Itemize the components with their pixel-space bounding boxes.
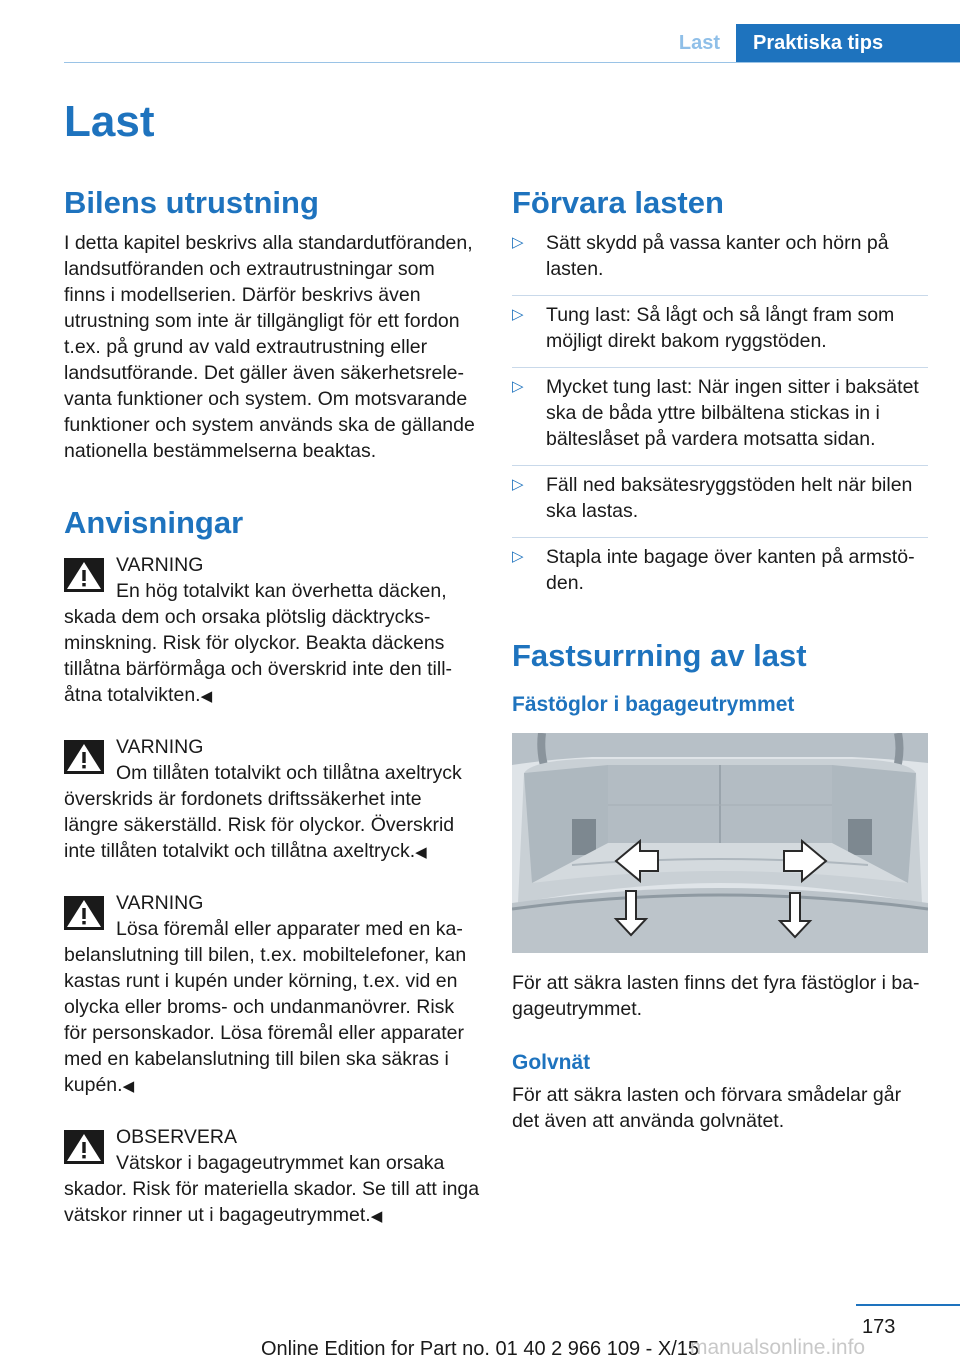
warning-block xyxy=(64,890,480,1100)
list-item-text: Fäll ned baksätesryggstöden helt när bilen ska lastas. xyxy=(546,474,913,522)
subsection-title-lashing-eyes: Fästöglor i bagageutrymmet xyxy=(512,693,795,716)
list-item-text: Stapla inte bagage över kanten på armstöden. xyxy=(546,546,915,594)
page-number-rule xyxy=(856,1304,960,1306)
end-mark-icon: ◀ xyxy=(200,688,213,705)
list-item xyxy=(512,230,928,296)
warning-triangle-icon xyxy=(64,558,104,592)
warning-text xyxy=(64,578,480,710)
tips-list xyxy=(512,230,928,609)
warning-text xyxy=(64,916,480,1100)
bullet-triangle-icon: ▷ xyxy=(512,378,524,395)
end-mark-icon: ◀ xyxy=(415,844,427,861)
warning-text-content: Lösa föremål eller apparater med en kabelanslutning till bilen, t.ex. mobiltelefoner, kan kastas runt i kupén under körning, t.ex. vid en olycka eller broms- och undanmanövrer. Risk för personskador. Lösa föremål eller apparater med en kabelanslutning till bilen ska säkras i kupén. xyxy=(64,918,467,1096)
list-item xyxy=(512,302,928,368)
warning-triangle-icon xyxy=(64,896,104,930)
section-title-securing-load: Fastsurrning av last xyxy=(512,638,807,673)
notice-text-content: Vätskor i bagageutrymmet kan orsaka skador. Risk för materiella skador. Se till att inga vätskor rinner ut i bagageutrymmet. xyxy=(64,1152,480,1226)
page-title: Last xyxy=(64,97,155,146)
list-item-text: Sätt skydd på vassa kanter och hörn på lasten. xyxy=(546,232,889,280)
lashing-eyes-paragraph: För att säkra lasten finns det fyra fästöglor i bagageutrymmet. xyxy=(512,972,920,1020)
notice-heading: OBSERVERA xyxy=(116,1126,238,1148)
end-mark-icon: ◀ xyxy=(370,1208,383,1225)
warning-block xyxy=(64,734,480,866)
list-item-text: Mycket tung last: När ingen sitter i baksätet ska de båda yttre bilbältena stickas in i bälteslåset på vardera motsatta sidan. xyxy=(546,376,919,450)
section-title-storing-load: Förvara lasten xyxy=(512,185,724,220)
trunk-lashing-eyes-image xyxy=(512,733,928,953)
header-rule xyxy=(64,62,960,63)
header-tab-last[interactable]: Last xyxy=(678,32,720,54)
warning-text-content: En hög totalvikt kan överhetta däcken, skada dem och orsaka plötslig däcktrycksminskning. Risk för olyckor. Beakta däckens tillåtna bärförmåga och överskrid inte den tillåtna totalvikten. xyxy=(64,580,453,706)
warning-text-content: Om tillåten totalvikt och tillåtna axeltryck överskrids är fordonets driftssäkerhet inte längre säkerställd. Risk för olyckor. Överskrid inte tillåten totalvikt och tillåtna axeltryck. xyxy=(64,762,462,862)
subsection-title-floor-net: Golvnät xyxy=(512,1051,591,1074)
warning-text xyxy=(64,760,480,866)
list-item-text: Tung last: Så lågt och så långt fram som möjligt direkt bakom ryggstöden. xyxy=(546,304,895,352)
list-item xyxy=(512,472,928,538)
list-item xyxy=(512,374,928,466)
warning-block xyxy=(64,552,480,710)
bullet-triangle-icon: ▷ xyxy=(512,234,524,251)
warning-triangle-icon xyxy=(64,740,104,774)
notice-text xyxy=(64,1150,480,1230)
list-item xyxy=(512,544,928,609)
left-column xyxy=(64,184,480,1230)
right-column xyxy=(512,184,928,1134)
warning-triangle-icon xyxy=(64,1130,104,1164)
warning-heading: VARNING xyxy=(116,554,204,576)
watermark: manualsonline.info xyxy=(690,1336,866,1359)
bullet-triangle-icon: ▷ xyxy=(512,548,524,565)
notice-block xyxy=(64,1124,480,1230)
page-number: 173 xyxy=(862,1316,896,1338)
bullet-triangle-icon: ▷ xyxy=(512,476,524,493)
warning-heading: VARNING xyxy=(116,736,204,758)
bullet-triangle-icon: ▷ xyxy=(512,306,524,323)
end-mark-icon: ◀ xyxy=(122,1078,135,1095)
section-title-instructions: Anvisningar xyxy=(64,505,244,540)
equipment-paragraph: I detta kapitel beskrivs alla standardutföranden, landsutföranden och extrautrustningar som finns i modellserien. Därför beskrivs även utrustning som inte är tillgängligt för ett fordon t.ex. på grund av vald extrautrustning eller landsutförande. Det gäller även säkerhetsrelevanta funktioner och system. Om motsvarande funktioner och system används ska de gällande nationella bestämmelserna beaktas. xyxy=(64,232,475,462)
floor-net-paragraph: För att säkra lasten och förvara smådelar går det även att använda golvnätet. xyxy=(512,1084,902,1132)
section-title-equipment: Bilens utrustning xyxy=(64,185,319,220)
header-tab-tips[interactable]: Praktiska tips xyxy=(736,24,960,62)
footer-edition-text: Online Edition for Part no. 01 40 2 966 109 - X/15 xyxy=(260,1338,700,1360)
warning-heading: VARNING xyxy=(116,892,204,914)
